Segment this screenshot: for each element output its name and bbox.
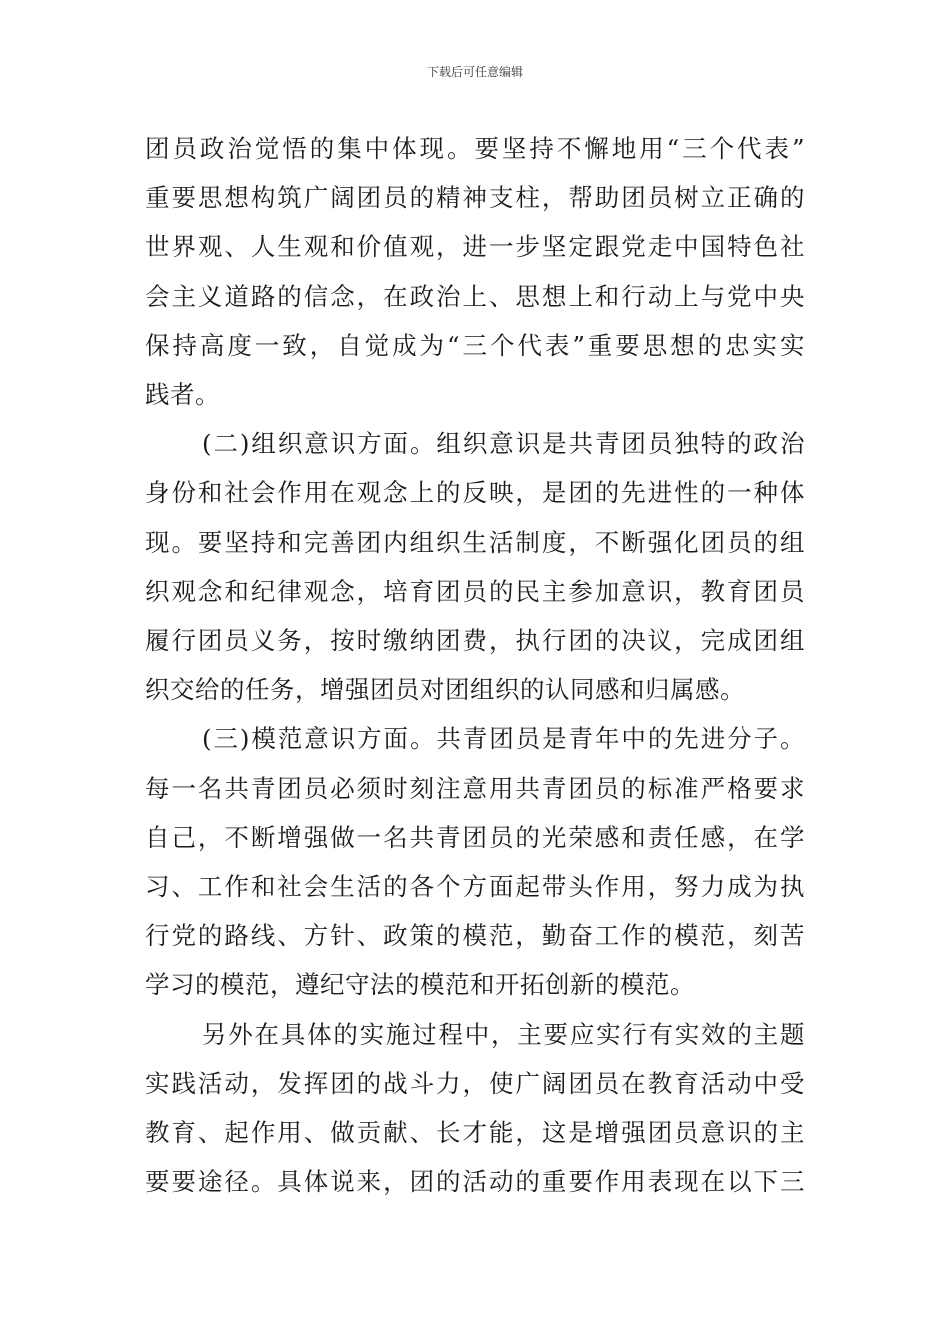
text-line: 要要途径。具体说来，团的活动的重要作用表现在以下三 bbox=[145, 1167, 805, 1197]
document-body bbox=[145, 124, 805, 1206]
text-line: 身份和社会作用在观念上的反映，是团的先进性的一种体 bbox=[145, 478, 805, 508]
text-line: (三)模范意识方面。共青团员是青年中的先进分子。 bbox=[202, 724, 805, 754]
text-line: 行党的路线、方针、政策的模范，勤奋工作的模范，刻苦 bbox=[145, 921, 805, 951]
text-line: 会主义道路的信念，在政治上、思想上和行动上与党中央 bbox=[145, 281, 805, 311]
text-line: (二)组织意识方面。组织意识是共青团员独特的政治 bbox=[202, 429, 805, 459]
text-line: 实践活动，发挥团的战斗力，使广阔团员在教育活动中受 bbox=[145, 1068, 805, 1098]
text-line: 织交给的任务，增强团员对团组织的认同感和归属感。 bbox=[145, 675, 745, 705]
text-line: 习、工作和社会生活的各个方面起带头作用，努力成为执 bbox=[145, 872, 805, 902]
text-line: 每一名共青团员必须时刻注意用共青团员的标准严格要求 bbox=[145, 773, 805, 803]
text-line: 重要思想构筑广阔团员的精神支柱，帮助团员树立正确的 bbox=[145, 183, 805, 213]
text-line: 世界观、人生观和价值观，进一步坚定跟党走中国特色社 bbox=[145, 232, 805, 262]
text-line: 教育、起作用、做贡献、长才能，这是增强团员意识的主 bbox=[145, 1118, 805, 1148]
page-header: 下载后可任意编辑 bbox=[426, 65, 523, 79]
text-line: 保持高度一致，自觉成为“三个代表”重要思想的忠实实 bbox=[145, 330, 805, 360]
text-line: 织观念和纪律观念，培育团员的民主参加意识，教育团员 bbox=[145, 576, 805, 606]
text-line: 团员政治觉悟的集中体现。要坚持不懈地用“三个代表” bbox=[145, 134, 805, 163]
text-line: 现。要坚持和完善团内组织生活制度，不断强化团员的组 bbox=[145, 527, 805, 557]
text-line: 另外在具体的实施过程中，主要应实行有实效的主题 bbox=[202, 1019, 805, 1049]
text-line: 践者。 bbox=[145, 380, 220, 410]
text-line: 学习的模范，遵纪守法的模范和开拓创新的模范。 bbox=[145, 970, 695, 1000]
text-line: 履行团员义务，按时缴纳团费，执行团的决议，完成团组 bbox=[145, 626, 805, 656]
text-line: 自己，不断增强做一名共青团员的光荣感和责任感，在学 bbox=[145, 822, 805, 852]
